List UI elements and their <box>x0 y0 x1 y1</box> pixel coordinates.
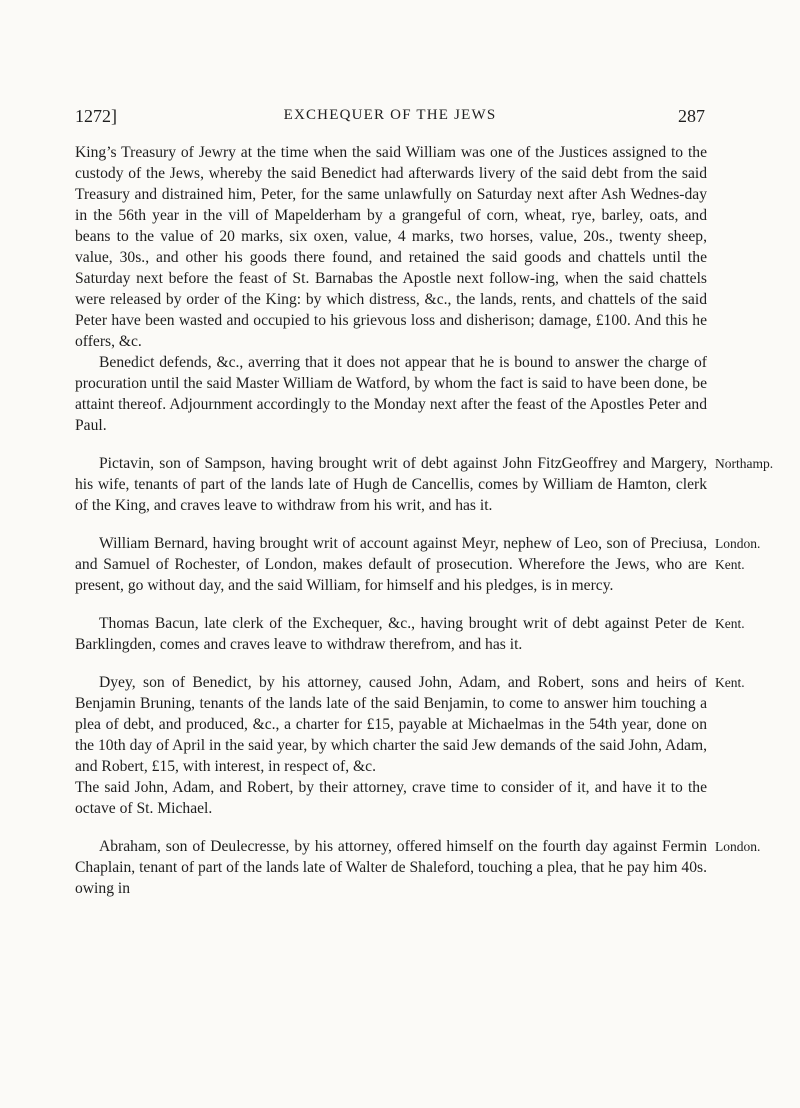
paragraph: Dyey, son of Benedict, by his attorney, caused John, Adam, and Robert, sons and heirs of Benjamin Bruning, tenants of the lands late of the said Benjamin, to come to answer him touching a plea of debt, and produced, &c., a charter for £15, payable at Michaelmas in the 54th year, done on the 10th day of April in the said year, by which charter the said Jew demands of the said John, Adam, and Robert, £15, with interest, in respect of, &c. <box>75 674 707 775</box>
paragraph: The said John, Adam, and Robert, by their attorney, crave time to consider of it, and have it to the octave of St. Michael. <box>75 779 707 817</box>
margin-note: Kent. <box>715 675 745 690</box>
entry-abraham <box>75 836 761 899</box>
header-year: 1272] <box>75 106 117 126</box>
margin-note-county: Kent. <box>715 557 745 572</box>
entry-pictavin <box>75 453 774 516</box>
entry-continuation <box>75 142 707 436</box>
paragraph: Benedict defends, &c., averring that it does not appear that he is bound to answer the charge of procuration until the said Master William de Watford, by whom the fact is said to have been done, be attaint thereof. Adjournment accordingly to the Monday next after the feast of the Apostles Peter and Paul. <box>75 354 707 434</box>
entry-dyey <box>75 672 745 819</box>
margin-note: Northamp. <box>715 456 774 471</box>
margin-note <box>715 533 760 575</box>
page-number: 287 <box>678 106 705 126</box>
margin-note: Kent. <box>715 616 745 631</box>
entry-william-bernard <box>75 533 761 596</box>
margin-note: London. <box>715 839 761 854</box>
header-title: EXCHEQUER OF THE JEWS <box>283 107 497 123</box>
page-body <box>75 142 774 899</box>
margin-note-county: London. <box>715 536 761 551</box>
running-header <box>75 106 705 130</box>
paragraph: Pictavin, son of Sampson, having brought writ of debt against John FitzGeoffrey and Margery, his wife, tenants of part of the lands late of Hugh de Cancellis, comes by William de Hamton, clerk of the King, and craves leave to withdraw from his writ, and has it. <box>75 455 707 514</box>
paragraph: Abraham, son of Deulecresse, by his attorney, offered himself on the fourth day against Fermin Chaplain, tenant of part of the lands late of Walter de Shaleford, touching a plea, that he pay him 40s. owing in <box>75 838 707 897</box>
paragraph: William Bernard, having brought writ of account against Meyr, nephew of Leo, son of Preciusa, and Samuel of Rochester, of London, makes default of prosecution. Wherefore the Jews, who are present, go without day, and the said William, for himself and his pledges, is in mercy. <box>75 535 707 594</box>
paragraph: King’s Treasury of Jewry at the time when the said William was one of the Justices assigned to the custody of the Jews, whereby the said Benedict had afterwards livery of the said debt from the said Treasury and distrained him, Peter, for the same unlawfully on Saturday next after Ash Wednes-day in the 56th year in the vill of Mapelderham by a grangeful of corn, wheat, rye, barley, oats, and beans to the value of 20 marks, six oxen, value, 4 marks, two horses, value, 20s., twenty sheep, value, 30s., and other his goods there found, and retained the said goods and chattels until the Saturday next before the feast of St. Barnabas the Apostle next follow-ing, when the said chattels were released by order of the King: by which distress, &c., the lands, rents, and chattels of the said Peter have been wasted and occupied to his grievous loss and disherison; damage, £100. And this he offers, &c. <box>75 144 707 350</box>
paragraph: Thomas Bacun, late clerk of the Exchequer, &c., having brought writ of debt against Peter de Barklingden, comes and craves leave to withdraw therefrom, and has it. <box>75 615 707 653</box>
entry-thomas-bacun <box>75 613 745 655</box>
